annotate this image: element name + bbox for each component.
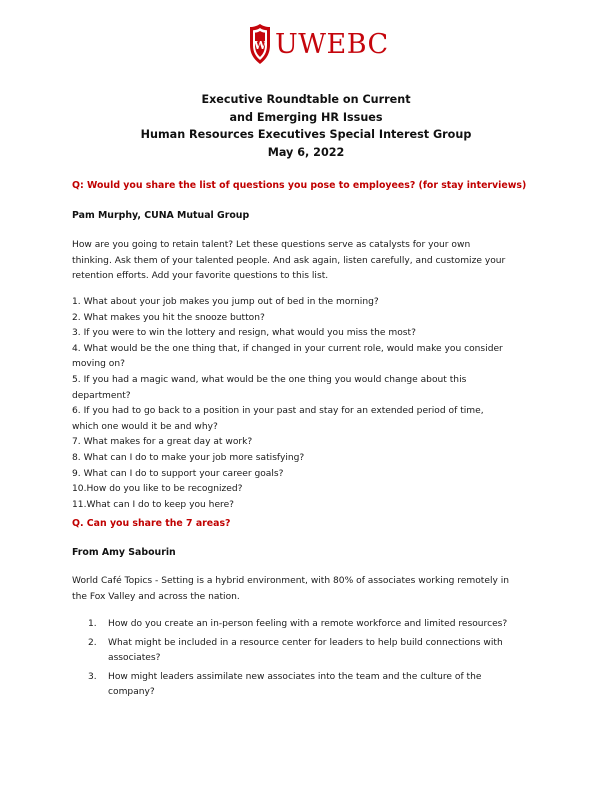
list-number: 2. [88, 637, 97, 648]
intro-line: World Café Topics - Setting is a hybrid environment, with 80% of associates working remotely in [72, 576, 510, 586]
list-item-text: How might leaders assimilate new associates into the team and the culture of the [108, 671, 482, 682]
list-item: 2. What makes you hit the snooze button? [72, 312, 265, 323]
list-item: 3. If you were to win the lottery and resign, what would you miss the most? [72, 328, 416, 339]
list-item: department? [72, 390, 131, 401]
speaker-name-2: From Amy Sabourin [72, 547, 176, 558]
list-item: 8. What can I do to make your job more satisfying? [72, 452, 305, 463]
intro-line: retention efforts. Add your favorite questions to this list. [72, 271, 329, 282]
list-item: which one would it be and why? [72, 421, 218, 432]
speaker-name-1: Pam Murphy, CUNA Mutual Group [72, 210, 250, 221]
stay-interview-questions [72, 295, 542, 513]
list-item [72, 636, 542, 667]
intro-line: thinking. Ask them of your talented people. And ask again, listen carefully, and customize your [72, 255, 506, 266]
document-title [0, 91, 612, 161]
intro-paragraph-1 [72, 238, 542, 285]
list-item [72, 670, 542, 701]
list-item: 4. What would be the one thing that, if changed in your current role, would make you consider [72, 343, 503, 354]
world-cafe-topics [72, 617, 542, 704]
list-item: 6. If you had to go back to a position in your past and stay for an extended period of time, [72, 406, 484, 417]
list-item-text: How do you create an in-person feeling with a remote workforce and limited resources? [108, 619, 508, 629]
list-number: 3. [88, 671, 97, 682]
uw-crest-icon [246, 23, 274, 65]
list-item: 10.How do you like to be recognized? [72, 484, 243, 495]
title-line-3: Human Resources Executives Special Interest Group [140, 128, 472, 141]
question-heading-2: Q. Can you share the 7 areas? [72, 518, 231, 529]
title-date: May 6, 2022 [267, 145, 345, 159]
list-item: 7. What makes for a great day at work? [72, 437, 253, 448]
intro-line: the Fox Valley and across the nation. [72, 591, 240, 602]
list-item: 9. What can I do to support your career goals? [72, 468, 284, 479]
crest-letter: W [253, 39, 267, 52]
intro-paragraph-2 [72, 574, 542, 605]
title-line-2: and Emerging HR Issues [229, 110, 383, 124]
logo-text: UWEBC [275, 28, 389, 60]
list-item-text: associates? [108, 653, 161, 664]
list-item [72, 617, 542, 633]
list-item-text: company? [108, 687, 155, 698]
intro-line: How are you going to retain talent? Let these questions serve as catalysts for your own [72, 240, 471, 250]
list-item: 11.What can I do to keep you here? [72, 499, 235, 510]
list-item: moving on? [72, 359, 125, 370]
list-number: 1. [88, 619, 97, 629]
question-heading-1: Q: Would you share the list of questions you pose to employees? (for stay interviews) [72, 180, 527, 191]
title-line-1: Executive Roundtable on Current [201, 93, 411, 106]
list-item: 1. What about your job makes you jump out of bed in the morning? [72, 297, 379, 307]
list-item: 5. If you had a magic wand, what would be the one thing you would change about this [72, 374, 467, 385]
uwebc-logo [246, 22, 389, 66]
list-item-text: What might be included in a resource center for leaders to help build connections with [108, 637, 503, 648]
